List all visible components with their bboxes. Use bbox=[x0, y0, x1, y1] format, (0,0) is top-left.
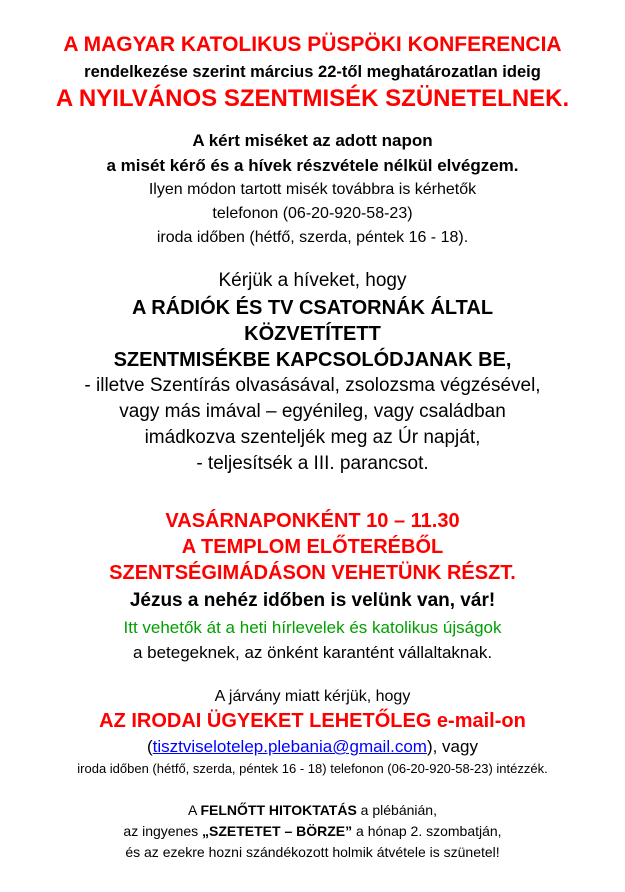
footer-adult-catechesis: FELNŐTT HITOKTATÁS bbox=[200, 802, 357, 818]
media-line-6: vagy más imával – egyénileg, vagy családban bbox=[119, 401, 506, 422]
footer-line-1-pre: A bbox=[188, 802, 201, 818]
mass-line-3: Ilyen módon tartott misék továbbra is kérhetők bbox=[148, 181, 477, 198]
media-line-8: - teljesítsék a III. parancsot. bbox=[196, 453, 429, 474]
footer-line-2-post: a hónap 2. szombatján, bbox=[352, 823, 502, 839]
media-intro: Kérjük a híveket, hogy bbox=[218, 270, 407, 291]
mass-line-1: A kért miséket az adott napon bbox=[192, 131, 433, 150]
media-heading-2: KÖZVETÍTETT bbox=[244, 323, 381, 345]
mass-line-2: a misét kérő és a hívek részvétele nélkül elvégzem. bbox=[106, 156, 519, 175]
media-line-5: - illetve Szentírás olvasásával, zsolozsma végzésével, bbox=[84, 375, 541, 396]
footer-line-1 bbox=[0, 802, 625, 818]
header-announcement: A NYILVÁNOS SZENTMISÉK SZÜNETELNEK. bbox=[55, 85, 570, 112]
newsletter-note: Itt vehetők át a heti hírlevelek és katolikus újságok bbox=[123, 618, 502, 637]
paren-open: ( bbox=[147, 737, 153, 756]
adoration-time: VASÁRNAPONKÉNT 10 – 11.30 bbox=[165, 510, 460, 532]
footer-line-3: és az ezekre hozni szándékozott holmik átvétele is szünetel! bbox=[125, 844, 500, 860]
email-line-tail: ), vagy bbox=[426, 737, 478, 756]
adoration-heading: SZENTSÉGIMÁDÁSON VEHETÜNK RÉSZT. bbox=[109, 562, 516, 584]
header-title: A MAGYAR KATOLIKUS PÜSPÖKI KONFERENCIA bbox=[63, 33, 562, 56]
email-link[interactable]: tisztviselotelep.plebania@gmail.com bbox=[152, 737, 427, 756]
media-line-7: imádkozva szenteljék meg az Úr napját, bbox=[144, 427, 481, 448]
newsletter-recipients: a betegeknek, az önként karantént vállaltaknak. bbox=[132, 643, 493, 662]
office-hours-line: iroda időben (hétfő, szerda, péntek 16 - 18) telefonon (06-20-920-58-23) intézzék. bbox=[77, 761, 548, 776]
adoration-place: A TEMPLOM ELŐTERÉBŐL bbox=[181, 536, 444, 558]
footer-line-2 bbox=[0, 823, 625, 839]
footer-line-1-post: a plébánián, bbox=[356, 802, 437, 818]
office-email-line bbox=[0, 737, 625, 757]
media-heading-1: A RÁDIÓK ÉS TV CSATORNÁK ÁLTAL bbox=[131, 297, 494, 319]
footer-exchange-event: „SZETETET – BÖRZE” bbox=[202, 823, 353, 839]
office-heading: AZ IRODAI ÜGYEKET LEHETŐLEG e-mail-on bbox=[99, 710, 526, 732]
media-heading-3: SZENTMISÉKBE KAPCSOLÓDJANAK BE, bbox=[113, 349, 512, 371]
footer-line-2-pre: az ingyenes bbox=[123, 823, 203, 839]
header-subtitle: rendelkezése szerint március 22-től meghatározatlan ideig bbox=[84, 63, 541, 81]
mass-office-hours: iroda időben (hétfő, szerda, péntek 16 - 18). bbox=[156, 229, 469, 246]
office-intro: A járvány miatt kérjük, hogy bbox=[214, 688, 411, 705]
mass-phone: telefonon (06-20-920-58-23) bbox=[212, 205, 413, 222]
adoration-quote: Jézus a nehéz időben is velünk van, vár! bbox=[129, 590, 496, 611]
